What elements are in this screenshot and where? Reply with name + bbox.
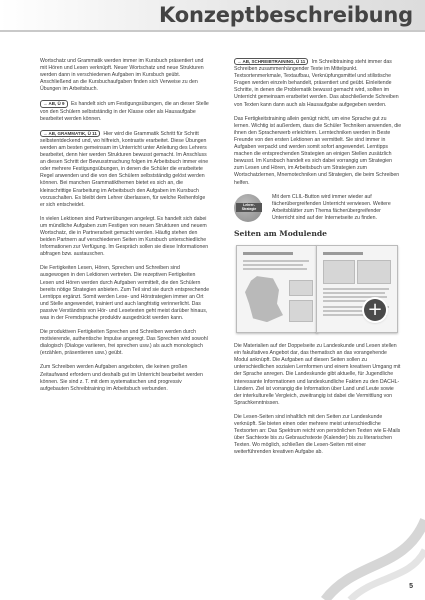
paragraph-festigung: →AB, Ü 9 Es handelt sich um Festigungsübungen, die an dieser Stelle von den Schülern selbstständig in der Klasse oder als Hausaufgabe bearbeitet werden können. <box>40 101 209 122</box>
book-spread-image <box>234 241 400 335</box>
paragraph-schreibtraining: →AB, SCHREIBTRAINING, Ü 11 Im Schreibtraining steht immer das Schreiben zusammenhängender Texte im Mittelpunkt. Textsortenmerkmale, Textaufbau, Verknüpfungsmittel und stilistische Fragen werden einzeln behandelt, präsentiert und geübt. Einleitende Schritte, in denen die Problematik bewusst gemacht wird, sollten im Unterricht gemeinsam erarbeitet werden. Das abschließende Schreiben von Texten kann dann auch als Hausaufgabe aufgegeben werden. <box>234 59 399 108</box>
paragraph-partneruebungen: In vielen Lektionen sind Partnerübungen angelegt. Es handelt sich dabei um mündliche Aufgaben zum Festigen von neuen Strukturen und neuem Wortschatz, die in Partnerarbeit gemacht werden. Häufig stehen den beiden Partnern auf verschiedenen Seiten im Kursbuch unterschiedliche Informationen zur Verfügung. Im Gespräch sollen sie diese Informationen abfragen bzw. austauschen. <box>40 215 209 258</box>
grammar-reference-tag: →AB, GRAMMATIK, Ü 11 <box>40 130 100 137</box>
paragraph-fertigkeiten: Die Fertigkeiten Lesen, Hören, Sprechen und Schreiben sind ausgewogen in den Lektionen vertreten. Die rezeptiven Fertigkeiten Lesen und Hören werden durch Aufgaben vermittelt, die den Schülern bereits nötige Strategien anbieten. Zum Teil sind sie durch entsprechende Lerntipps ergänzt. Somit werden Lese- und Hörstrategien immer an Ort und Stelle angewendet, trainiert und auch langfristig verinnerlicht. Das passive Verständnis von Hör- und Lesetexten geht meist darüber hinaus, was in der Fremdsprache produktiv ausgedrückt werden kann. <box>40 265 210 321</box>
clil-ribbon: Lehrer-Strategie <box>236 203 262 212</box>
zoom-plus-icon[interactable]: + <box>364 299 386 321</box>
paragraph-lesen-seiten: Die Lesen-Seiten sind inhaltlich mit den Seiten zur Landeskunde verknüpft. Sie bieten einen oder mehrere meist unterschiedliche Textsorten an: Das Spektrum reicht von persönlichen Texten wie E-Mails über Sachtexte bis zu Gebrauchstexte (Kalender) bis zu literarischen Texten. Wo möglich, schließen die Lesen-Seiten mit einer weiterführenden kreativen Aufgabe ab. <box>234 413 401 456</box>
paragraph-grammatik: →AB, GRAMMATIK, Ü 11 Hier wird die Grammatik Schritt für Schritt selbstentdeckend und, wo hilfreich, kontrastiv erarbeitet. Diese Übungen werden am besten gemeinsam im Unterricht unter Anleitung des Lehrers bearbeitet, denn hier werden Strukturen bewusst gemacht. Im Anschluss an diesen Schritt der Bewusstmachung folgen im Arbeitsbuch immer eine oder mehrere Festigungsübungen, in denen die Schüler die erarbeitete Regel anwenden und die von den Schülern selbstständig gelöst werden können. Bei manchen Grammatikthemen bietet es sich an, die kleinschrittige Erarbeitung im Arbeitsbuch den Aufgaben im Kursbuch vorzuschalten. Es bleibt dem Lehrer überlassen, für welche Reihenfolge er sich entscheidet. <box>40 130 209 208</box>
clil-button-icon <box>234 194 264 222</box>
right-column <box>234 58 402 463</box>
header-stripe <box>0 30 425 32</box>
book-page-right <box>316 245 398 333</box>
clil-text: Mit dem CLIL-Button wird immer wieder auf fächerübergreifenden Unterricht verwiesen. Weitere Arbeitsblätter zum Thema fächerübergreifender Unterricht sind auf der Internetseite zu finden. <box>272 193 391 221</box>
paragraph-lerntechniken: Das Fertigkeitstraining allein genügt nicht, um eine Sprache gut zu lernen. Wichtig ist außerdem, dass die Schüler Techniken anwenden, die ihnen den Spracherwerb erleichtern. Lerntechniken werden in Beste Freunde von den ersten Lektionen an vermittelt. Sie sind immer in Aufgaben verpackt und werden somit sofort angewendet. Lerntipps machen die entsprechenden Strategien an einigen Stellen zusätzlich bewusst. Im Kursbuch handelt es sich dabei vorrangig um Strategien zum Lesen und Hören, im Arbeitsbuch um Strategien zum Wortschatzlernen, Mnemotechniken und Strategien, die beim Schreiben helfen. <box>234 115 402 186</box>
clil-note <box>234 194 402 222</box>
page-header <box>0 0 425 30</box>
section-title: Seiten am Modulende <box>234 228 327 238</box>
page-number: 5 <box>409 583 413 590</box>
paragraph-schreiben: Zum Schreiben werden Aufgaben angeboten, die keinen großen Zeitaufwand erfordern und deshalb gut im Unterricht bearbeitet werden können. Sie sind z. T. mit dem systematischen und progressiv aufgebauten Schreibtraining im Arbeitsbuch verbunden. <box>40 364 203 392</box>
map-of-germany <box>245 276 285 322</box>
paragraph-produktive-fertigkeiten: Die produktiven Fertigkeiten Sprechen und Schreiben werden durch motivierende, authentische Impulse angeregt. Das Sprechen wird sowohl dialogisch (Dialoge variieren, frei sprechen usw.) als auch monologisch (erzählen, präsentieren usw.) geübt. <box>40 329 208 357</box>
page-title: Konzeptbeschreibung <box>159 3 413 27</box>
paragraph-wortschatz: Wortschatz und Grammatik werden immer im Kursbuch präsentiert und mit Hören und Lesen verknüpft. Neuer Wortschatz und neue Strukturen werden dann in verschiedenen Aufgaben im Kursbuch geübt. Anschließend an die Kursbuchaufgaben finden sich Verweise zu den Übungen im Arbeitsbuch. <box>40 58 204 93</box>
book-page-left <box>236 245 318 333</box>
arrow-icon: → <box>43 101 48 107</box>
decorative-swirl <box>295 480 425 600</box>
arrow-icon: → <box>43 130 48 136</box>
left-column <box>40 58 210 400</box>
paragraph-landeskunde: Die Materialien auf der Doppelseite zu Landeskunde und Lesen stellen ein fakultatives Angebot dar, das thematisch an das vorangehende Modul anknüpft. Die Aufgaben auf diesen Seiten sollen zu unterschiedlichen sozialen Lernformen und einem kreativen Umgang mit der Sprache anregen. Die Landeskunde gibt aktuelle, für Jugendliche interessante Informationen und landeskundliche Fakten zu den DACHL-Ländern. Ziel ist vorrangig die Information über Land und Leute sowie der interkulturelle Vergleich, zweitrangig ist dabei die Vermittlung von Sprachkenntnissen. <box>234 343 401 406</box>
writing-training-tag: →AB, SCHREIBTRAINING, Ü 11 <box>234 58 308 65</box>
arrow-icon: → <box>237 59 242 64</box>
workbook-reference-tag: →AB, Ü 9 <box>40 100 68 107</box>
